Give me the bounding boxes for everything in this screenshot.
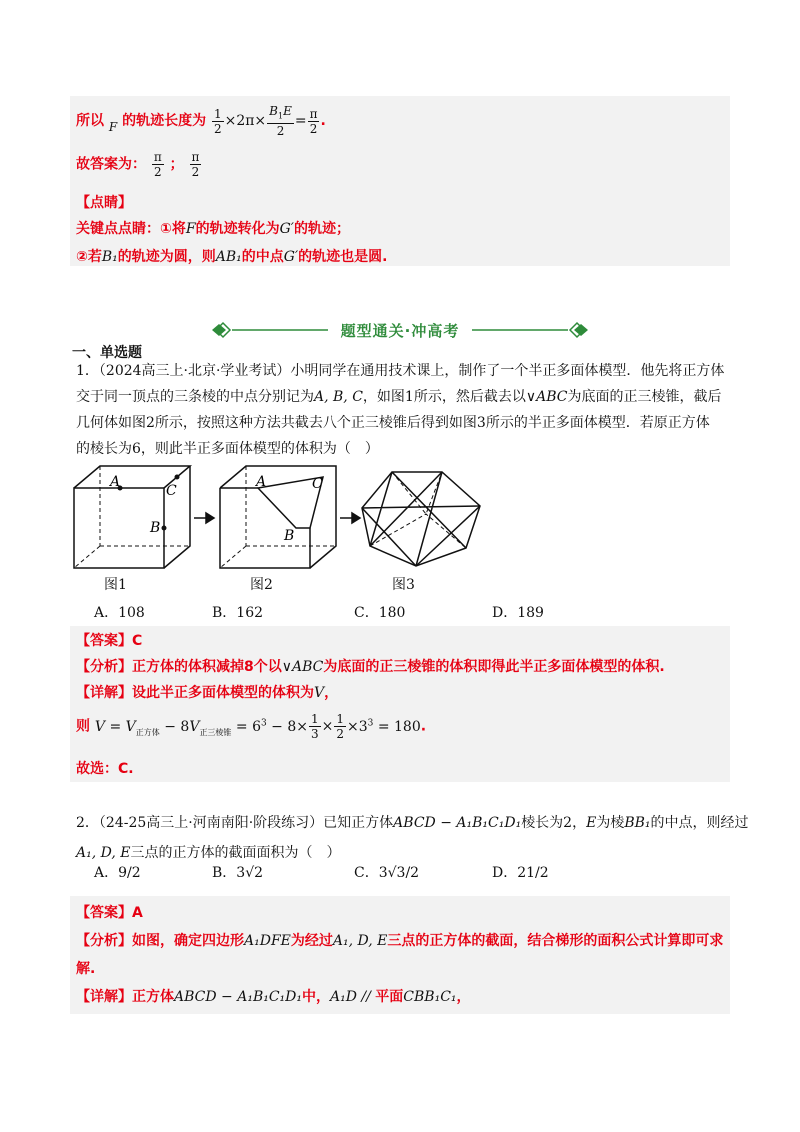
q2-option-c[interactable]: C．3√3/2 bbox=[354, 865, 420, 881]
q1-detail bbox=[76, 682, 338, 702]
figure-label-2: 图2 bbox=[250, 577, 273, 593]
text: . bbox=[420, 718, 427, 735]
text: 2．（24-25高三上·河南南阳·阶段练习）已知正方体 bbox=[76, 815, 394, 831]
text: 为经过 bbox=[290, 933, 333, 949]
text: 三点的正方体的截面面积为（ ） bbox=[130, 845, 341, 861]
fraction-third: $\frac{1}{3}$ bbox=[311, 712, 319, 741]
text: ②若 bbox=[76, 249, 102, 265]
label-a-fig2: A bbox=[256, 474, 267, 490]
var: V bbox=[314, 685, 325, 701]
banner-title: 题型通关·冲高考 bbox=[340, 322, 460, 340]
text: 关键点点睛：①将 bbox=[76, 221, 186, 237]
text: 的轨迹为圆，则 bbox=[117, 249, 216, 265]
section-banner bbox=[210, 318, 590, 342]
text: ， bbox=[456, 989, 471, 1005]
q1-option-a[interactable]: A．108 bbox=[94, 605, 145, 621]
label-a-fig1: A bbox=[110, 474, 121, 490]
var: A₁, D, E bbox=[76, 845, 131, 861]
text: 三点的正方体的截面，结合梯形的面积公式计算即可求 bbox=[387, 933, 724, 949]
label-b-fig2: B bbox=[284, 528, 295, 544]
var: E bbox=[586, 815, 597, 831]
var: A, B, C bbox=[314, 389, 363, 405]
fraction-b1e: $\frac{B_1E}{2}$ bbox=[269, 104, 292, 139]
q2-detail bbox=[76, 986, 471, 1006]
text: 为底面的正三棱锥的体积即得此半正多面体模型的体积. bbox=[323, 659, 665, 675]
var-f: F bbox=[108, 120, 118, 135]
dianjing-line-1 bbox=[76, 218, 350, 238]
q2-analysis-2: 解. bbox=[76, 961, 96, 977]
q1-line-3: 几何体如图2所示，按照这种方法共截去八个正三棱锥后得到如图3所示的半正多面体模型．若原正方体 bbox=[76, 415, 710, 431]
text: 正方体 bbox=[132, 989, 174, 1005]
text: 如图，确定四边形 bbox=[132, 933, 244, 949]
figure-1-cube bbox=[74, 466, 190, 568]
q1-analysis bbox=[76, 656, 665, 676]
q2-answer: 【答案】A bbox=[76, 905, 143, 921]
q2-option-d[interactable]: D．21/2 bbox=[492, 865, 549, 881]
fraction-half: $\frac{1}{2}$ bbox=[213, 106, 222, 136]
text: 的轨迹； bbox=[293, 221, 350, 237]
var: ∨ABC bbox=[281, 659, 324, 675]
text: 中， bbox=[302, 989, 331, 1005]
text: 则 bbox=[76, 718, 90, 735]
text: 的中点，则经过 bbox=[650, 815, 749, 831]
q1-option-c[interactable]: C．180 bbox=[354, 605, 406, 621]
text: 的轨迹长度为 bbox=[122, 113, 207, 130]
text: 棱长为2， bbox=[521, 815, 587, 831]
text: 平面 bbox=[375, 989, 404, 1005]
q2-analysis-1 bbox=[76, 930, 723, 950]
text: 交于同一顶点的三条棱的中点分别记为 bbox=[76, 389, 314, 405]
fraction-half-2: $\frac{1}{2}$ bbox=[336, 712, 345, 741]
arrow-1-icon bbox=[194, 513, 214, 523]
q1-option-d[interactable]: D．189 bbox=[492, 605, 544, 621]
q2-line-2 bbox=[76, 842, 340, 862]
calc-lhs: $V = V_{正方体} - 8V_{正三棱锥} = 6^3 - 8\times$ bbox=[94, 717, 308, 737]
var: A₁, D, E bbox=[332, 933, 388, 949]
label-c-fig2: C bbox=[312, 476, 323, 492]
text: 的轨迹转化为 bbox=[195, 221, 280, 237]
section-title: 一、单选题 bbox=[72, 345, 142, 361]
text: 设此半正多面体模型的体积为 bbox=[132, 685, 314, 701]
text: 为棱 bbox=[596, 815, 625, 831]
label-b-fig1: B bbox=[150, 520, 161, 536]
var: A₁D // bbox=[330, 989, 376, 1005]
var: BB₁ bbox=[624, 815, 651, 831]
point-c-fig1 bbox=[175, 475, 180, 480]
text: ， bbox=[324, 685, 339, 701]
var: B₁ bbox=[101, 249, 118, 265]
text: ； bbox=[169, 156, 184, 173]
var: ∨ABC bbox=[525, 389, 568, 405]
text: 所以 bbox=[76, 113, 104, 130]
text: 故答案为： bbox=[76, 156, 146, 173]
label-c-fig1: C bbox=[166, 483, 177, 499]
text: 的轨迹也是圆. bbox=[298, 249, 388, 265]
q1-line-2 bbox=[76, 386, 721, 406]
tag: 【详解】 bbox=[76, 685, 132, 701]
point-b-fig1 bbox=[162, 526, 167, 531]
q1-option-b[interactable]: B．162 bbox=[212, 605, 264, 621]
solution-box-q1 bbox=[70, 626, 730, 782]
var: AB₁ bbox=[215, 249, 242, 265]
answer-2: $\frac{\pi}{2}$ bbox=[191, 150, 200, 179]
var: ABCD − A₁B₁C₁D₁ bbox=[174, 989, 303, 1005]
tag: 【分析】 bbox=[76, 933, 132, 949]
figure-label-3: 图3 bbox=[392, 577, 415, 593]
var: ABCD − A₁B₁C₁D₁ bbox=[393, 815, 522, 831]
solution-answer-line bbox=[76, 150, 202, 179]
text: 的中点 bbox=[241, 249, 284, 265]
q1-line-1: 1．（2024高三上·北京·学业考试）小明同学在通用技术课上，制作了一个半正多面体模型．他先将正方体 bbox=[76, 363, 725, 379]
answer-1: $\frac{\pi}{2}$ bbox=[153, 150, 162, 179]
var: G′ bbox=[279, 221, 294, 237]
tag: 【分析】 bbox=[76, 659, 132, 675]
text: ，如图1所示，然后截去以 bbox=[362, 389, 526, 405]
tag: 【详解】 bbox=[76, 989, 132, 1005]
text: . bbox=[320, 113, 326, 130]
dianjing-tag: 【点睛】 bbox=[76, 195, 132, 211]
var: A₁DFE bbox=[244, 933, 291, 949]
text: 为底面的正三棱锥，截后 bbox=[567, 389, 722, 405]
text: 正方体的体积减掉8个以 bbox=[132, 659, 282, 675]
q1-calculation: 则 $V = V_{正方体} - 8V_{正三棱锥} = 6^3 - 8\times$ $\frac{1}{3}$ × $\frac{1}{2}$ $\times 3^3 = 180$. bbox=[76, 712, 427, 741]
q1-line-4: 的棱长为6，则此半正多面体模型的体积为（ ） bbox=[76, 441, 379, 457]
figure-3-cuboctahedron bbox=[362, 472, 480, 566]
q1-choose: 故选：C. bbox=[76, 761, 134, 777]
dianjing-line-2 bbox=[76, 246, 387, 266]
var: F bbox=[185, 221, 196, 237]
var: G′ bbox=[283, 249, 299, 265]
q1-answer: 【答案】C bbox=[76, 633, 143, 649]
q1-figures bbox=[70, 462, 490, 572]
q2-option-a[interactable]: A．9/2 bbox=[94, 865, 141, 881]
arrow-2-icon bbox=[340, 513, 360, 523]
fraction-pi-half: $\frac{\pi}{2}$ bbox=[309, 106, 318, 136]
q2-line-1 bbox=[76, 812, 749, 832]
figure-label-1: 图1 bbox=[104, 577, 127, 593]
solution-line-trajectory: 所以 F 的轨迹长度为 $\frac{1}{2}$ ×2π× $\frac{B_1E}{2}$ = $\frac{\pi}{2}$ . bbox=[76, 104, 326, 139]
q2-option-b[interactable]: B．3√2 bbox=[212, 865, 264, 881]
var: CBB₁C₁ bbox=[403, 989, 457, 1005]
